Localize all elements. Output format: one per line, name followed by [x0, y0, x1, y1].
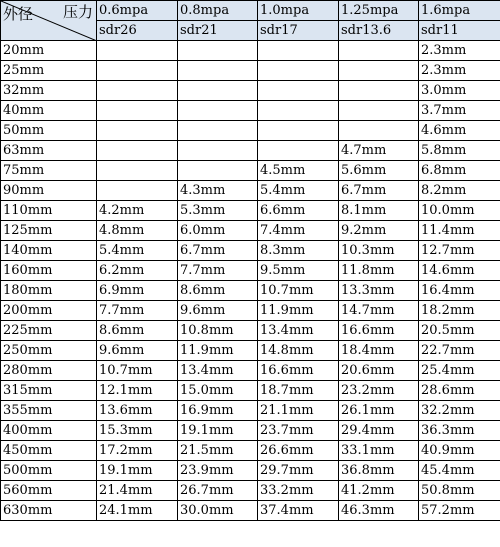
table-row [1, 361, 500, 381]
wall-thickness-cell: 21.4mm [97, 481, 178, 501]
wall-thickness-cell: 6.0mm [178, 221, 258, 241]
outer-diameter-cell: 160mm [1, 261, 97, 281]
wall-thickness-cell: 21.1mm [258, 401, 339, 421]
table-row [1, 81, 500, 101]
wall-thickness-cell: 4.8mm [97, 221, 178, 241]
table-row [1, 61, 500, 81]
table-row [1, 221, 500, 241]
wall-thickness-cell: 41.2mm [339, 481, 419, 501]
wall-thickness-cell: 5.3mm [178, 201, 258, 221]
outer-diameter-cell: 450mm [1, 441, 97, 461]
pressure-header: 1.25mpa [339, 1, 419, 21]
wall-thickness-cell: 21.5mm [178, 441, 258, 461]
wall-thickness-cell: 7.7mm [97, 301, 178, 321]
wall-thickness-cell: 26.1mm [339, 401, 419, 421]
wall-thickness-cell: 9.2mm [339, 221, 419, 241]
outer-diameter-cell: 63mm [1, 141, 97, 161]
wall-thickness-cell [178, 161, 258, 181]
wall-thickness-cell [258, 61, 339, 81]
wall-thickness-cell: 24.1mm [97, 501, 178, 521]
sdr-header: sdr26 [97, 21, 178, 41]
wall-thickness-cell [258, 141, 339, 161]
table-row [1, 481, 500, 501]
wall-thickness-cell: 13.4mm [178, 361, 258, 381]
sdr-header: sdr17 [258, 21, 339, 41]
sdr-header: sdr21 [178, 21, 258, 41]
outer-diameter-cell: 315mm [1, 381, 97, 401]
wall-thickness-cell: 11.9mm [178, 341, 258, 361]
wall-thickness-cell: 4.2mm [97, 201, 178, 221]
wall-thickness-cell: 4.6mm [419, 121, 500, 141]
wall-thickness-cell [97, 101, 178, 121]
wall-thickness-cell [339, 81, 419, 101]
wall-thickness-cell: 9.6mm [97, 341, 178, 361]
sdr-header: sdr13.6 [339, 21, 419, 41]
wall-thickness-cell: 33.1mm [339, 441, 419, 461]
wall-thickness-cell: 13.4mm [258, 321, 339, 341]
header-row-pressure [1, 1, 500, 21]
pressure-header: 1.6mpa [419, 1, 500, 21]
wall-thickness-cell: 16.4mm [419, 281, 500, 301]
wall-thickness-cell: 36.8mm [339, 461, 419, 481]
table-row [1, 101, 500, 121]
wall-thickness-cell [339, 41, 419, 61]
wall-thickness-cell: 14.6mm [419, 261, 500, 281]
wall-thickness-cell: 23.7mm [258, 421, 339, 441]
wall-thickness-cell: 11.9mm [258, 301, 339, 321]
wall-thickness-cell: 11.4mm [419, 221, 500, 241]
wall-thickness-cell: 8.1mm [339, 201, 419, 221]
wall-thickness-cell: 9.5mm [258, 261, 339, 281]
outer-diameter-cell: 110mm [1, 201, 97, 221]
wall-thickness-cell [178, 101, 258, 121]
outer-diameter-cell: 500mm [1, 461, 97, 481]
wall-thickness-cell: 13.3mm [339, 281, 419, 301]
outer-diameter-cell: 200mm [1, 301, 97, 321]
table-row [1, 161, 500, 181]
wall-thickness-cell [97, 121, 178, 141]
wall-thickness-cell: 32.2mm [419, 401, 500, 421]
wall-thickness-cell: 3.7mm [419, 101, 500, 121]
wall-thickness-cell: 50.8mm [419, 481, 500, 501]
wall-thickness-cell [258, 81, 339, 101]
table-row [1, 121, 500, 141]
outer-diameter-cell: 250mm [1, 341, 97, 361]
table-row [1, 381, 500, 401]
wall-thickness-cell [178, 141, 258, 161]
wall-thickness-cell: 30.0mm [178, 501, 258, 521]
wall-thickness-cell: 29.4mm [339, 421, 419, 441]
wall-thickness-cell: 33.2mm [258, 481, 339, 501]
wall-thickness-cell: 4.3mm [178, 181, 258, 201]
wall-thickness-cell: 16.6mm [258, 361, 339, 381]
wall-thickness-cell [178, 61, 258, 81]
wall-thickness-cell [258, 41, 339, 61]
table-row [1, 261, 500, 281]
outer-diameter-cell: 75mm [1, 161, 97, 181]
wall-thickness-cell: 36.3mm [419, 421, 500, 441]
wall-thickness-cell: 26.6mm [258, 441, 339, 461]
table-row [1, 461, 500, 481]
wall-thickness-cell: 20.5mm [419, 321, 500, 341]
wall-thickness-cell: 8.6mm [97, 321, 178, 341]
table-row [1, 141, 500, 161]
wall-thickness-cell: 6.7mm [178, 241, 258, 261]
wall-thickness-cell: 14.7mm [339, 301, 419, 321]
wall-thickness-cell: 5.6mm [339, 161, 419, 181]
wall-thickness-cell: 13.6mm [97, 401, 178, 421]
outer-diameter-cell: 20mm [1, 41, 97, 61]
pressure-header: 0.6mpa [97, 1, 178, 21]
wall-thickness-cell: 7.4mm [258, 221, 339, 241]
table-row [1, 501, 500, 521]
pressure-header: 0.8mpa [178, 1, 258, 21]
wall-thickness-cell [258, 121, 339, 141]
wall-thickness-cell: 10.3mm [339, 241, 419, 261]
wall-thickness-cell: 45.4mm [419, 461, 500, 481]
wall-thickness-cell: 57.2mm [419, 501, 500, 521]
wall-thickness-cell: 29.7mm [258, 461, 339, 481]
wall-thickness-cell [97, 161, 178, 181]
wall-thickness-cell: 14.8mm [258, 341, 339, 361]
outer-diameter-cell: 50mm [1, 121, 97, 141]
table-row [1, 401, 500, 421]
outer-diameter-cell: 140mm [1, 241, 97, 261]
corner-header-cell [1, 1, 97, 41]
wall-thickness-cell: 4.5mm [258, 161, 339, 181]
wall-thickness-cell: 19.1mm [178, 421, 258, 441]
outer-diameter-cell: 630mm [1, 501, 97, 521]
sdr-header: sdr11 [419, 21, 500, 41]
outer-diameter-cell: 32mm [1, 81, 97, 101]
wall-thickness-cell: 5.4mm [97, 241, 178, 261]
outer-diameter-label: 外径 [3, 5, 34, 23]
outer-diameter-cell: 355mm [1, 401, 97, 421]
wall-thickness-cell: 40.9mm [419, 441, 500, 461]
wall-thickness-cell: 8.3mm [258, 241, 339, 261]
outer-diameter-cell: 280mm [1, 361, 97, 381]
wall-thickness-cell [97, 61, 178, 81]
wall-thickness-cell [258, 101, 339, 121]
pressure-header: 1.0mpa [258, 1, 339, 21]
wall-thickness-cell: 18.4mm [339, 341, 419, 361]
wall-thickness-cell: 25.4mm [419, 361, 500, 381]
outer-diameter-cell: 125mm [1, 221, 97, 241]
wall-thickness-cell: 16.9mm [178, 401, 258, 421]
wall-thickness-cell: 8.6mm [178, 281, 258, 301]
wall-thickness-cell: 10.0mm [419, 201, 500, 221]
wall-thickness-cell: 11.8mm [339, 261, 419, 281]
table-row [1, 281, 500, 301]
wall-thickness-cell: 10.7mm [258, 281, 339, 301]
wall-thickness-cell: 9.6mm [178, 301, 258, 321]
wall-thickness-cell [339, 61, 419, 81]
wall-thickness-cell: 18.2mm [419, 301, 500, 321]
wall-thickness-cell: 4.7mm [339, 141, 419, 161]
wall-thickness-cell: 22.7mm [419, 341, 500, 361]
wall-thickness-cell: 15.3mm [97, 421, 178, 441]
table-row [1, 201, 500, 221]
wall-thickness-cell: 2.3mm [419, 41, 500, 61]
wall-thickness-cell: 46.3mm [339, 501, 419, 521]
wall-thickness-cell: 6.6mm [258, 201, 339, 221]
wall-thickness-cell: 2.3mm [419, 61, 500, 81]
wall-thickness-cell: 8.2mm [419, 181, 500, 201]
wall-thickness-cell: 10.8mm [178, 321, 258, 341]
wall-thickness-cell: 28.6mm [419, 381, 500, 401]
wall-thickness-cell: 20.6mm [339, 361, 419, 381]
table-row [1, 321, 500, 341]
wall-thickness-cell [178, 121, 258, 141]
wall-thickness-cell: 6.2mm [97, 261, 178, 281]
outer-diameter-cell: 225mm [1, 321, 97, 341]
wall-thickness-cell [339, 101, 419, 121]
wall-thickness-cell: 37.4mm [258, 501, 339, 521]
table-row [1, 41, 500, 61]
wall-thickness-cell [97, 141, 178, 161]
wall-thickness-cell: 5.4mm [258, 181, 339, 201]
table-body [1, 1, 500, 521]
wall-thickness-cell: 5.8mm [419, 141, 500, 161]
wall-thickness-cell [178, 41, 258, 61]
table-row [1, 181, 500, 201]
table-row [1, 341, 500, 361]
table-row [1, 301, 500, 321]
table-row [1, 421, 500, 441]
wall-thickness-cell [97, 81, 178, 101]
wall-thickness-cell: 3.0mm [419, 81, 500, 101]
wall-thickness-cell: 6.7mm [339, 181, 419, 201]
wall-thickness-cell [97, 181, 178, 201]
wall-thickness-cell: 26.7mm [178, 481, 258, 501]
wall-thickness-cell: 23.2mm [339, 381, 419, 401]
outer-diameter-cell: 180mm [1, 281, 97, 301]
table-row [1, 241, 500, 261]
outer-diameter-cell: 25mm [1, 61, 97, 81]
wall-thickness-cell: 6.9mm [97, 281, 178, 301]
wall-thickness-cell: 17.2mm [97, 441, 178, 461]
wall-thickness-cell [339, 121, 419, 141]
wall-thickness-cell: 19.1mm [97, 461, 178, 481]
wall-thickness-cell: 12.7mm [419, 241, 500, 261]
outer-diameter-cell: 90mm [1, 181, 97, 201]
outer-diameter-cell: 560mm [1, 481, 97, 501]
pressure-label: 压力 [62, 3, 93, 21]
wall-thickness-cell: 23.9mm [178, 461, 258, 481]
wall-thickness-cell: 7.7mm [178, 261, 258, 281]
wall-thickness-cell: 15.0mm [178, 381, 258, 401]
wall-thickness-cell: 10.7mm [97, 361, 178, 381]
outer-diameter-cell: 40mm [1, 101, 97, 121]
wall-thickness-cell: 16.6mm [339, 321, 419, 341]
wall-thickness-cell: 6.8mm [419, 161, 500, 181]
wall-thickness-cell [178, 81, 258, 101]
wall-thickness-cell [97, 41, 178, 61]
wall-thickness-cell: 12.1mm [97, 381, 178, 401]
wall-thickness-cell: 18.7mm [258, 381, 339, 401]
outer-diameter-cell: 400mm [1, 421, 97, 441]
table-row [1, 441, 500, 461]
